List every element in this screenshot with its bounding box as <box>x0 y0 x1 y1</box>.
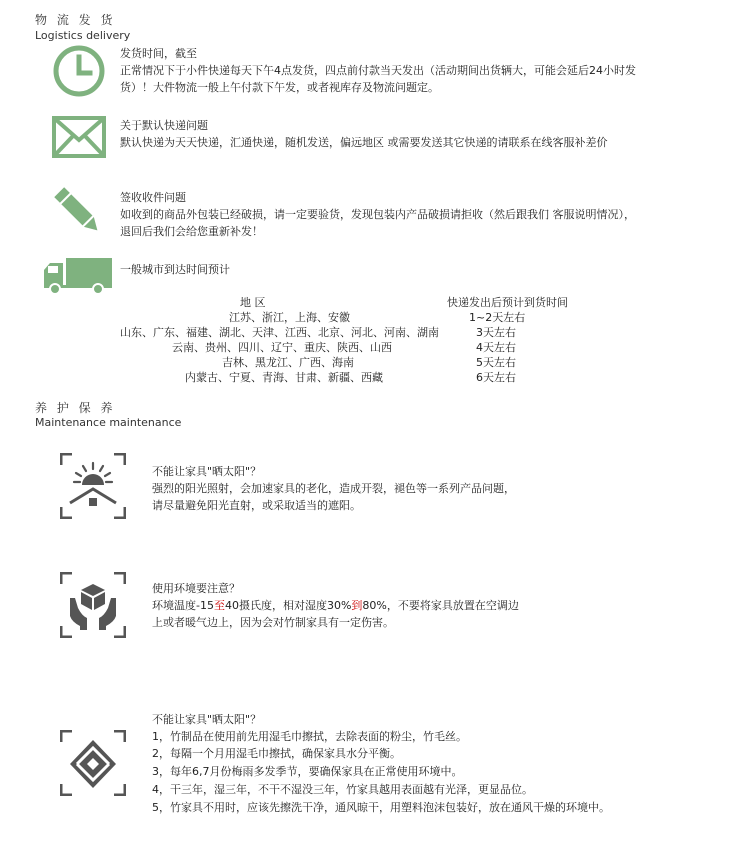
envelope-icon <box>52 116 106 158</box>
care-tip: 1，竹制品在使用前先用湿毛巾擦拭，去除表面的粉尘，竹毛丝。 <box>152 730 467 743</box>
temp-range-to: 至 <box>213 599 225 612</box>
temp-range-text: 环境温度-15 <box>152 599 214 612</box>
receipt-title: 签收收件问题 <box>120 191 186 204</box>
diamond-icon <box>60 730 126 796</box>
table-row-region: 云南、贵州、四川、辽宁、重庆、陕西、山西 <box>172 341 392 354</box>
sun-icon-frame <box>60 453 126 519</box>
table-header-region: 地 区 <box>240 296 266 309</box>
humidity-range-to: 到 <box>351 599 363 612</box>
table-row-time: 1~2天左右 <box>469 311 526 324</box>
placement-text: 80%，不要将家具放置在空调边 <box>362 599 519 612</box>
sun-block-line: 请尽量避免阳光直射，或采取适当的遮阳。 <box>152 499 361 512</box>
table-header-time: 快递发出后预计到货时间 <box>447 296 568 309</box>
delivery-time-body: 正常情况下于小件快递每天下午4点发货，四点前付款当天发出（活动期间出货辆大，可能会延后24小时发货）！大件物流一般上午付款下午发，或者视库存及物流问题定。 <box>120 64 636 94</box>
table-row-time: 5天左右 <box>476 356 516 369</box>
sun-block-line: 强烈的阳光照射，会加速家具的老化，造成开裂，褪色等一系列产品问题， <box>152 482 515 495</box>
receipt-body: 如收到的商品外包装已经破损，请一定要验货，发现包装内产品破损请拒收（然后跟我们 客服说明情况），退回后我们会给您重新补发！ <box>120 208 635 238</box>
sun-block-title: 不能让家具"晒太阳"？ <box>152 465 262 478</box>
humidity-text: 40摄氏度，相对湿度30% <box>224 599 352 612</box>
sun-icon <box>60 453 126 519</box>
diamond-icon-frame <box>60 730 126 796</box>
maintenance-title: 养 护 保 养 <box>35 401 116 415</box>
environment-block-line: 上或者暖气边上，因为会对竹制家具有一定伤害。 <box>152 616 394 629</box>
care-tip: 3，每年6,7月份梅雨多发季节，要确保家具在正常使用环境中。 <box>152 765 463 778</box>
maintenance-subtitle: Maintenance maintenance <box>35 416 182 429</box>
care-block-title: 不能让家具"晒太阳"？ <box>152 713 262 726</box>
hands-box-icon <box>60 572 126 638</box>
table-row-time: 3天左右 <box>476 326 516 339</box>
table-row-region: 吉林、黑龙江、广西、海南 <box>222 356 354 369</box>
delivery-time-title: 发货时间，截至 <box>120 47 197 60</box>
environment-block-title: 使用环境要注意？ <box>152 582 240 595</box>
arrival-estimate-title: 一般城市到达时间预计 <box>120 263 230 276</box>
table-row-region: 江苏、浙江，上海、安徽 <box>229 311 350 324</box>
care-tip: 2，每隔一个月用湿毛巾擦拭，确保家具水分平衡。 <box>152 747 401 760</box>
arrival-table <box>0 296 740 388</box>
logistics-subtitle: Logistics delivery <box>35 29 131 42</box>
hands-box-icon-frame <box>60 572 126 638</box>
table-row-time: 4天左右 <box>476 341 516 354</box>
table-row-region: 山东、广东、福建、湖北、天津、江西、北京、河北、河南、湖南 <box>120 326 439 339</box>
table-row-time: 6天左右 <box>476 371 516 384</box>
default-courier-title: 关于默认快递问题 <box>120 119 208 132</box>
environment-block-line <box>152 597 519 614</box>
pencil-icon <box>52 186 106 238</box>
truck-icon <box>42 258 114 296</box>
table-row-region: 内蒙古、宁夏、青海、甘肃、新疆、西藏 <box>185 371 383 384</box>
default-courier-body: 默认快递为天天快递，汇通快递，随机发送，偏远地区 或需要发送其它快递的请联系在线客服补差价 <box>120 136 608 149</box>
care-tip: 5，竹家具不用时，应该先擦洗干净，通风晾干，用塑料泡沫包装好，放在通风干燥的环境中。 <box>152 801 610 814</box>
logistics-title: 物 流 发 货 <box>35 13 116 27</box>
clock-icon <box>52 44 106 98</box>
care-tip: 4，干三年，湿三年，不干不湿没三年，竹家具越用表面越有光泽，更显品位。 <box>152 783 533 796</box>
